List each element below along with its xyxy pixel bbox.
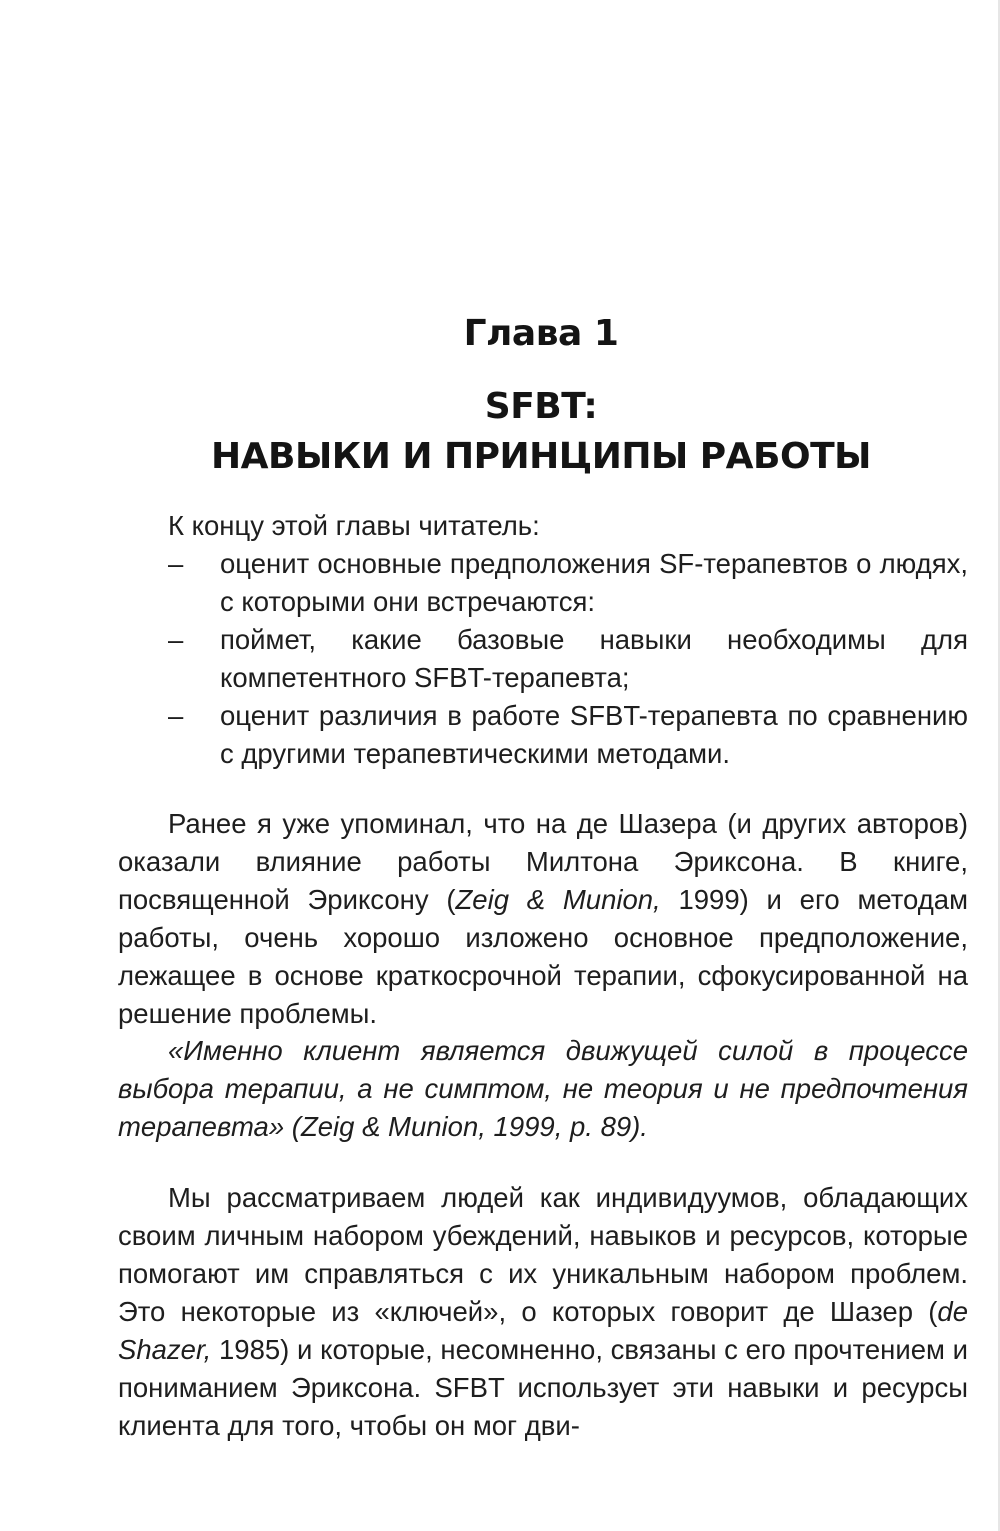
goals-list bbox=[168, 545, 968, 773]
chapter-title-line-2: НАВЫКИ И ПРИНЦИПЫ РАБОТЫ bbox=[211, 436, 871, 477]
goal-item: – поймет, какие базовые навыки необходимы для компетентного SFBT-терапевта; bbox=[168, 621, 968, 697]
paragraph-erickson-text-1: Ранее я уже упоминал, что на де Шазера (и других авторов) оказали влияние работы Милтона Эриксона. В книге, посвященной Эриксону ( bbox=[118, 808, 968, 915]
paragraph-erickson bbox=[118, 805, 968, 1033]
citation-de-shazer: de Shazer, bbox=[118, 1296, 968, 1365]
citation-zeig-munion: Zeig & Munion, bbox=[455, 884, 661, 915]
paragraph-individuals-text-1: Мы рассматриваем людей как индивидуумов, обладающих своим личным набором убеждений, навыков и ресурсов, которые помогают им справляться с их уникальным набором проблем. Это некоторые из «ключей», о которых говорит де Шазер ( bbox=[118, 1182, 968, 1327]
paragraph-individuals bbox=[118, 1179, 968, 1445]
chapter-title bbox=[0, 382, 1000, 482]
chapter-label: Глава 1 bbox=[463, 313, 619, 354]
quote-paragraph: «Именно клиент является движущей силой в процессе выбора терапии, а не симптом, не теория и не предпочтения терапевта» (Zeig & Munion, 1999, p. 89). bbox=[118, 1035, 968, 1142]
chapter-goals bbox=[168, 507, 968, 773]
paragraph-erickson-text-2: 1999) и его методам работы, очень хорошо изложено основное предположение, лежащее в основе краткосрочной терапии, сфокусированной на решение проблемы. bbox=[118, 884, 968, 1029]
paragraph-individuals-text-2: 1985) и которые, несомненно, связаны с его прочтением и пониманием Эриксона. SFBT использует эти навыки и ресурсы клиента для того, чтобы он мог дви- bbox=[118, 1334, 968, 1441]
chapter-title-line-1: SFBT: bbox=[484, 386, 598, 427]
goal-item: – оценит различия в работе SFBT-терапевта по сравнению с другими терапевтическими методами. bbox=[168, 697, 968, 773]
goal-item: – оценит основные предположения SF-терапевтов о людях, с которыми они встречаются: bbox=[168, 545, 968, 621]
goals-intro: К концу этой главы читатель: bbox=[168, 510, 540, 541]
